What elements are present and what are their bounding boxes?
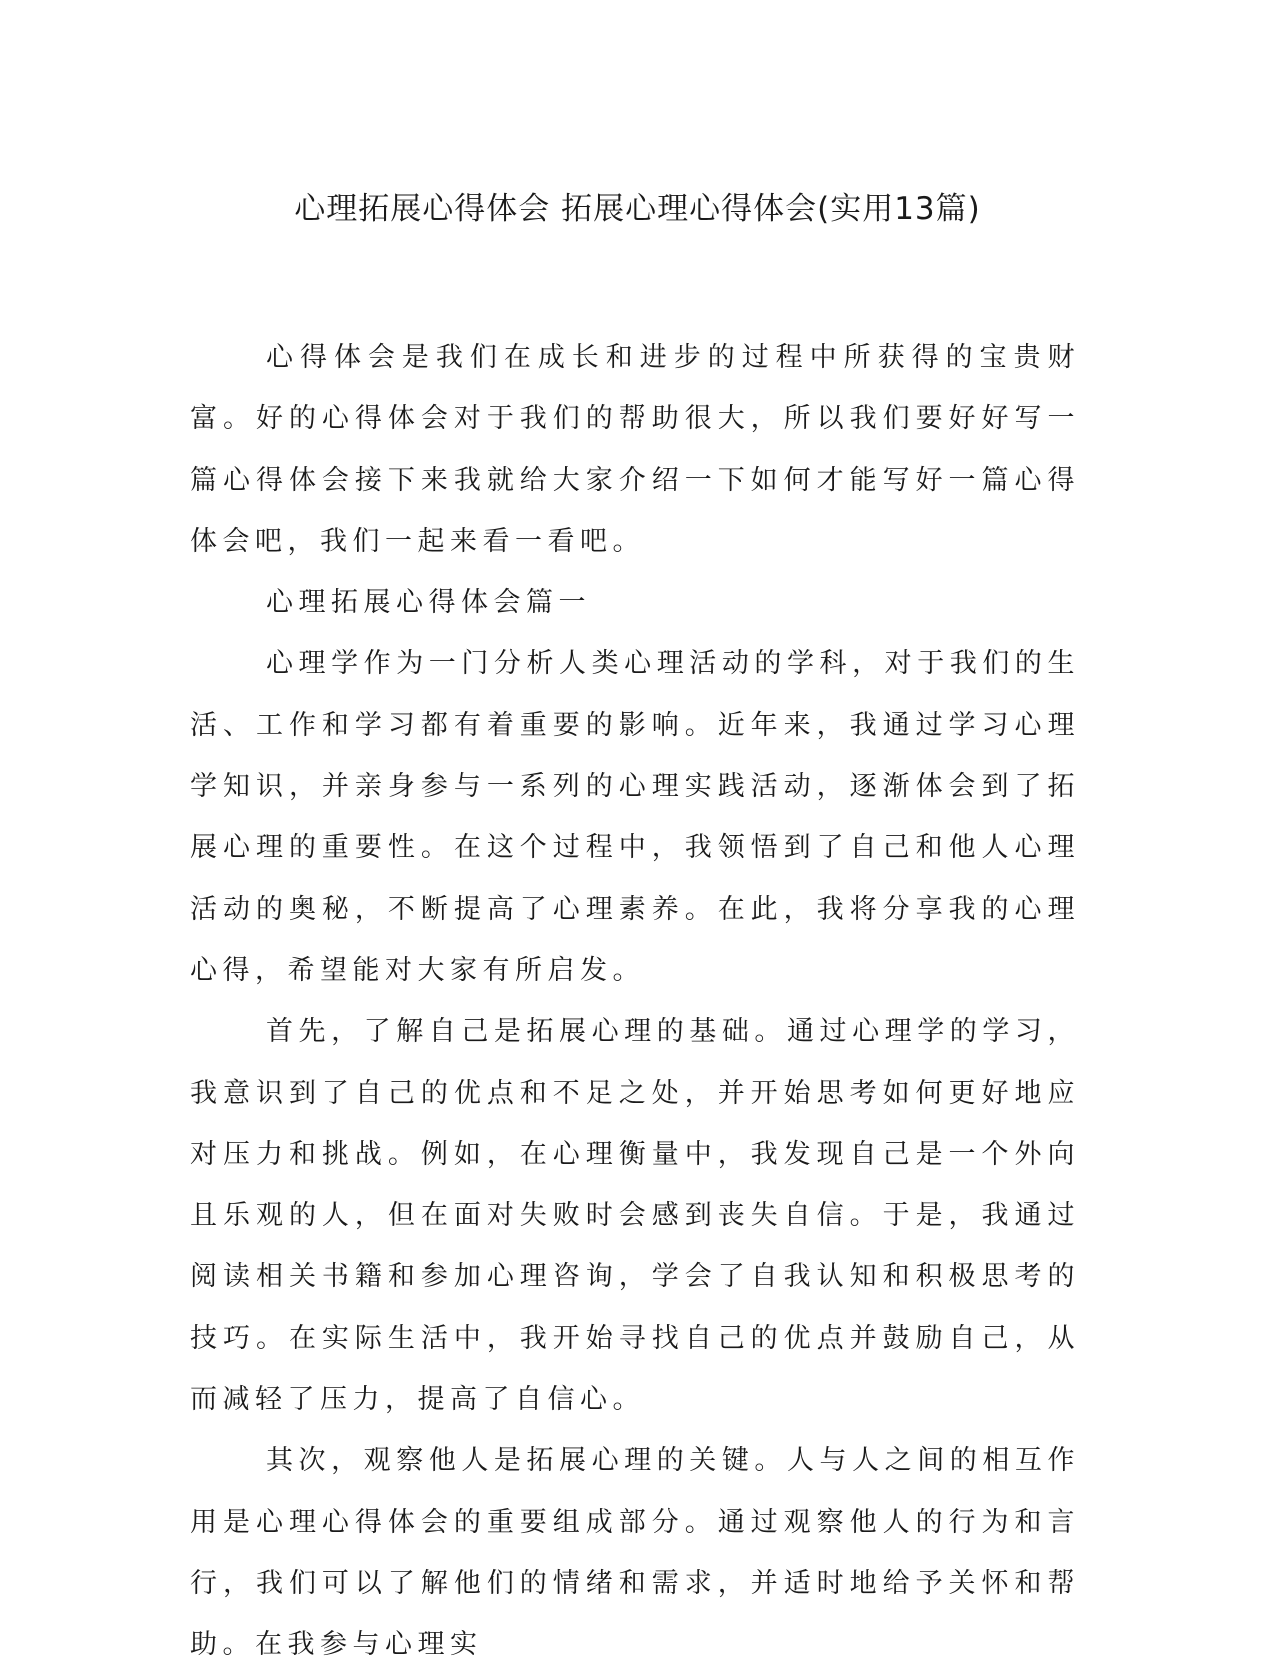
intro-paragraph: 心得体会是我们在成长和进步的过程中所获得的宝贵财富。好的心得体会对于我们的帮助很大，所以我们要好好写一篇心得体会接下来我就给大家介绍一下如何才能写好一篇心得体会吧，我们一起来看一看吧。	[190, 342, 1080, 557]
body-paragraph: 首先，了解自己是拓展心理的基础。通过心理学的学习，我意识到了自己的优点和不足之处，并开始思考如何更好地应对压力和挑战。例如，在心理衡量中，我发现自己是一个外向且乐观的人，但在面对失败时会感到丧失自信。于是，我通过阅读相关书籍和参加心理咨询，学会了自我认知和积极思考的技巧。在实际生活中，我开始寻找自己的优点并鼓励自己，从而减轻了压力，提高了自信心。	[190, 1016, 1080, 1416]
section-heading: 心理拓展心得体会篇一	[266, 587, 591, 619]
body-paragraph: 其次，观察他人是拓展心理的关键。人与人之间的相互作用是心理心得体会的重要组成部分。通过观察他人的行为和言行，我们可以了解他们的情绪和需求，并适时地给予关怀和帮助。在我参与心理实	[190, 1445, 1080, 1661]
document-body	[190, 327, 1080, 1676]
document-title: 心理拓展心得体会 拓展心理心得体会(实用13篇)	[294, 191, 981, 227]
body-paragraph: 心理学作为一门分析人类心理活动的学科，对于我们的生活、工作和学习都有着重要的影响。近年来，我通过学习心理学知识，并亲身参与一系列的心理实践活动，逐渐体会到了拓展心理的重要性。在这个过程中，我领悟到了自己和他人心理活动的奥秘，不断提高了心理素养。在此，我将分享我的心理心得，希望能对大家有所启发。	[190, 648, 1080, 986]
